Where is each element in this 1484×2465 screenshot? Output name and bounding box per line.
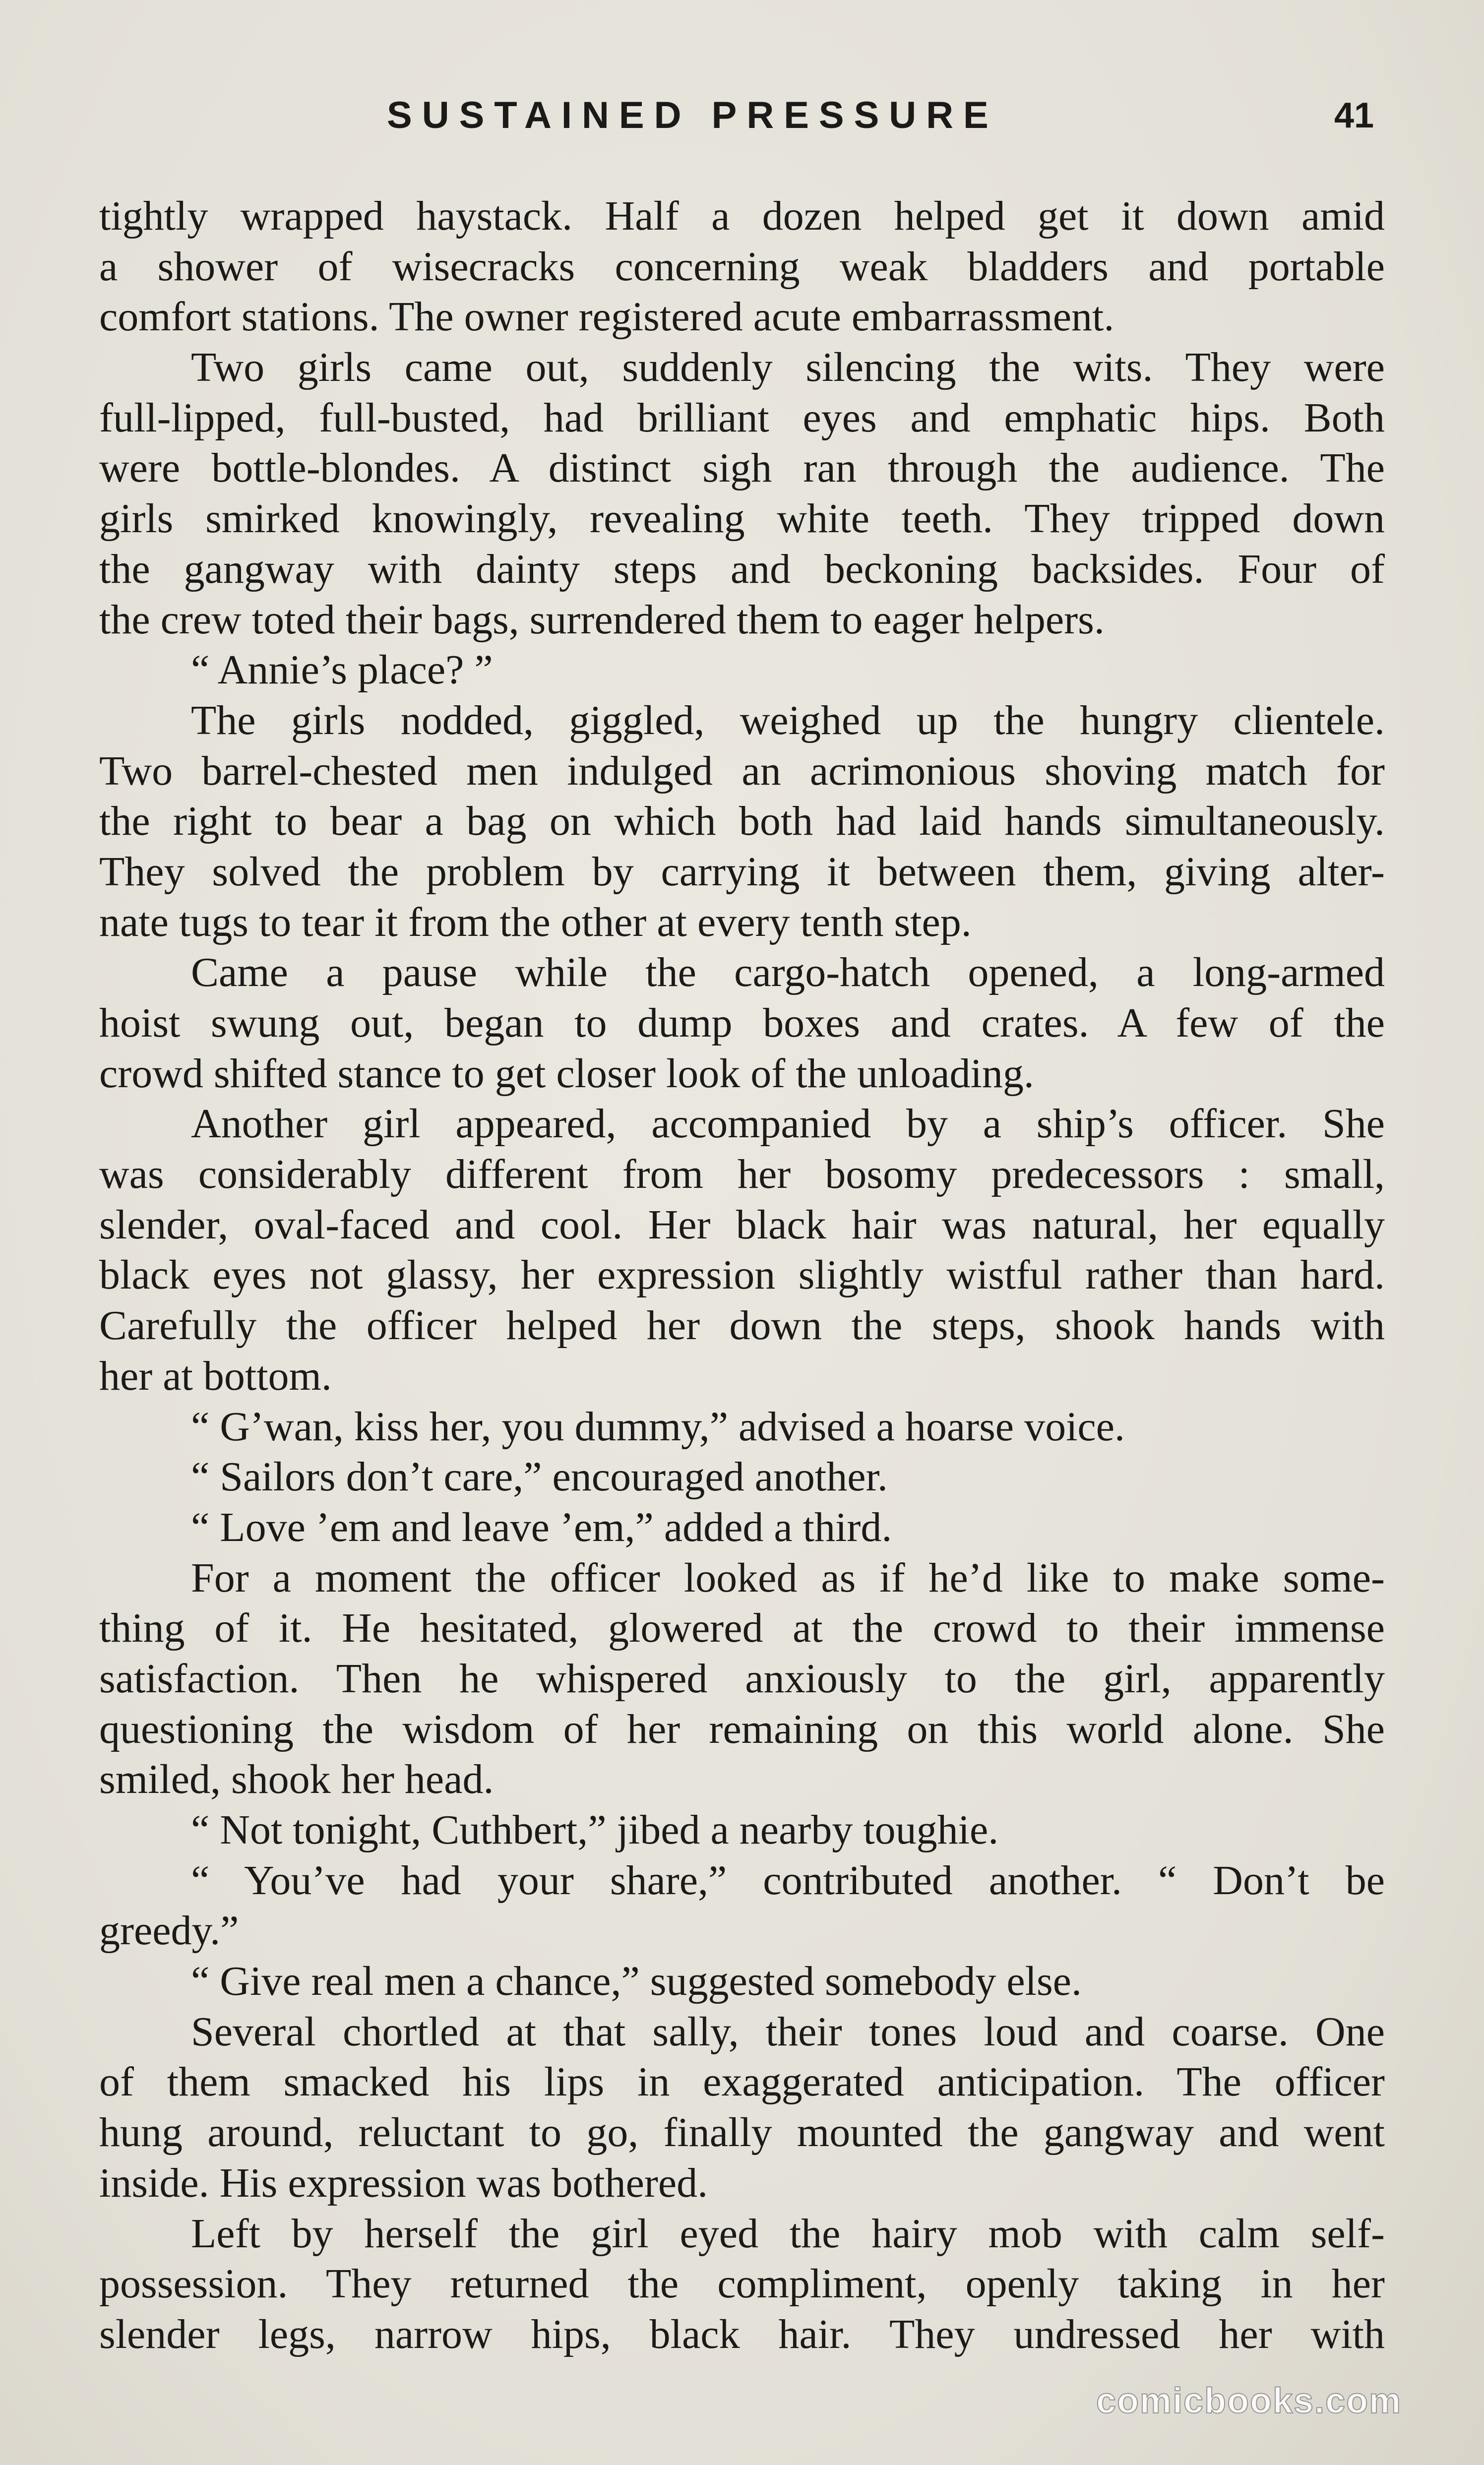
text-line: the crew toted their bags, surrendered them to eager helpers.	[99, 596, 1105, 643]
text-line: “ Annie’s place? ”	[191, 647, 493, 693]
text-line: full-lipped, full-busted, had brilliant eyes and emphatic hips. Both	[99, 394, 1385, 441]
running-title: SUSTAINED PRESSURE	[387, 94, 998, 136]
text-line: The girls nodded, giggled, weighed up the hungry clientele.	[191, 697, 1385, 743]
page-number: 41	[1334, 96, 1374, 135]
text-line: the right to bear a bag on which both had laid hands simultaneously.	[99, 798, 1385, 845]
text-line: her at bottom.	[99, 1353, 332, 1399]
text-line: inside. His expression was bothered.	[99, 2159, 708, 2206]
text-line: questioning the wisdom of her remaining on this world alone. She	[99, 1706, 1385, 1752]
text-line: possession. They returned the compliment, openly taking in her	[99, 2261, 1385, 2307]
text-line: For a moment the officer looked as if he’d like to make some-	[191, 1554, 1385, 1601]
text-line: were bottle-blondes. A distinct sigh ran through the audience. The	[99, 445, 1385, 492]
text-line: was considerably different from her bosomy predecessors : small,	[99, 1151, 1385, 1198]
text-line: Left by herself the girl eyed the hairy mob with calm self-	[191, 2210, 1385, 2257]
text-line: Two girls came out, suddenly silencing the wits. They were	[191, 344, 1385, 391]
text-line: Several chortled at that sally, their tones loud and coarse. One	[191, 2008, 1385, 2055]
text-line: tightly wrapped haystack. Half a dozen helped get it down amid	[99, 193, 1385, 239]
text-line: They solved the problem by carrying it between them, giving alter-	[99, 848, 1385, 895]
text-line: black eyes not glassy, her expression slightly wistful rather than hard.	[99, 1252, 1385, 1298]
text-line: slender, oval-faced and cool. Her black hair was natural, her equally	[99, 1201, 1385, 1248]
text-line: hung around, reluctant to go, finally mounted the gangway and went	[99, 2109, 1385, 2156]
text-line: Came a pause while the cargo-hatch opened, a long-armed	[191, 949, 1385, 996]
text-line: Another girl appeared, accompanied by a ship’s officer. She	[191, 1101, 1385, 1147]
text-line: of them smacked his lips in exaggerated anticipation. The officer	[99, 2059, 1385, 2105]
text-line: a shower of wisecracks concerning weak bladders and portable	[99, 243, 1385, 290]
text-line: greedy.”	[99, 1908, 239, 1954]
text-line: “ Sailors don’t care,” encouraged another.	[191, 1454, 888, 1500]
text-line: smiled, shook her head.	[99, 1756, 494, 1803]
text-line: “ Give real men a chance,” suggested somebody else.	[191, 1958, 1082, 2005]
watermark: comicbooks.com	[1096, 2381, 1402, 2421]
text-line: girls smirked knowingly, revealing white teeth. They tripped down	[99, 495, 1385, 542]
text-line: crowd shifted stance to get closer look of the unloading.	[99, 1050, 1034, 1097]
text-line: comfort stations. The owner registered acute embarrassment.	[99, 294, 1114, 340]
text-line: Two barrel-chested men indulged an acrimonious shoving match for	[99, 747, 1385, 794]
text-line: satisfaction. Then he whispered anxiously to the girl, apparently	[99, 1655, 1385, 1702]
text-line: “ G’wan, kiss her, you dummy,” advised a hoarse voice.	[191, 1403, 1125, 1450]
text-line: hoist swung out, began to dump boxes and crates. A few of the	[99, 1000, 1385, 1046]
running-head	[0, 88, 1484, 143]
text-line: “ Love ’em and leave ’em,” added a third.	[191, 1504, 892, 1550]
text-line: the gangway with dainty steps and beckoning backsides. Four of	[99, 546, 1385, 592]
text-line: slender legs, narrow hips, black hair. They undressed her with	[99, 2311, 1385, 2357]
text-line: “ You’ve had your share,” contributed another. “ Don’t be	[191, 1857, 1385, 1904]
text-line: thing of it. He hesitated, glowered at the crowd to their immense	[99, 1605, 1385, 1652]
text-line: nate tugs to tear it from the other at every tenth step.	[99, 899, 972, 945]
text-line: Carefully the officer helped her down the steps, shook hands with	[99, 1302, 1385, 1349]
body-text	[99, 191, 1385, 2360]
text-line: “ Not tonight, Cuthbert,” jibed a nearby toughie.	[191, 1807, 999, 1853]
